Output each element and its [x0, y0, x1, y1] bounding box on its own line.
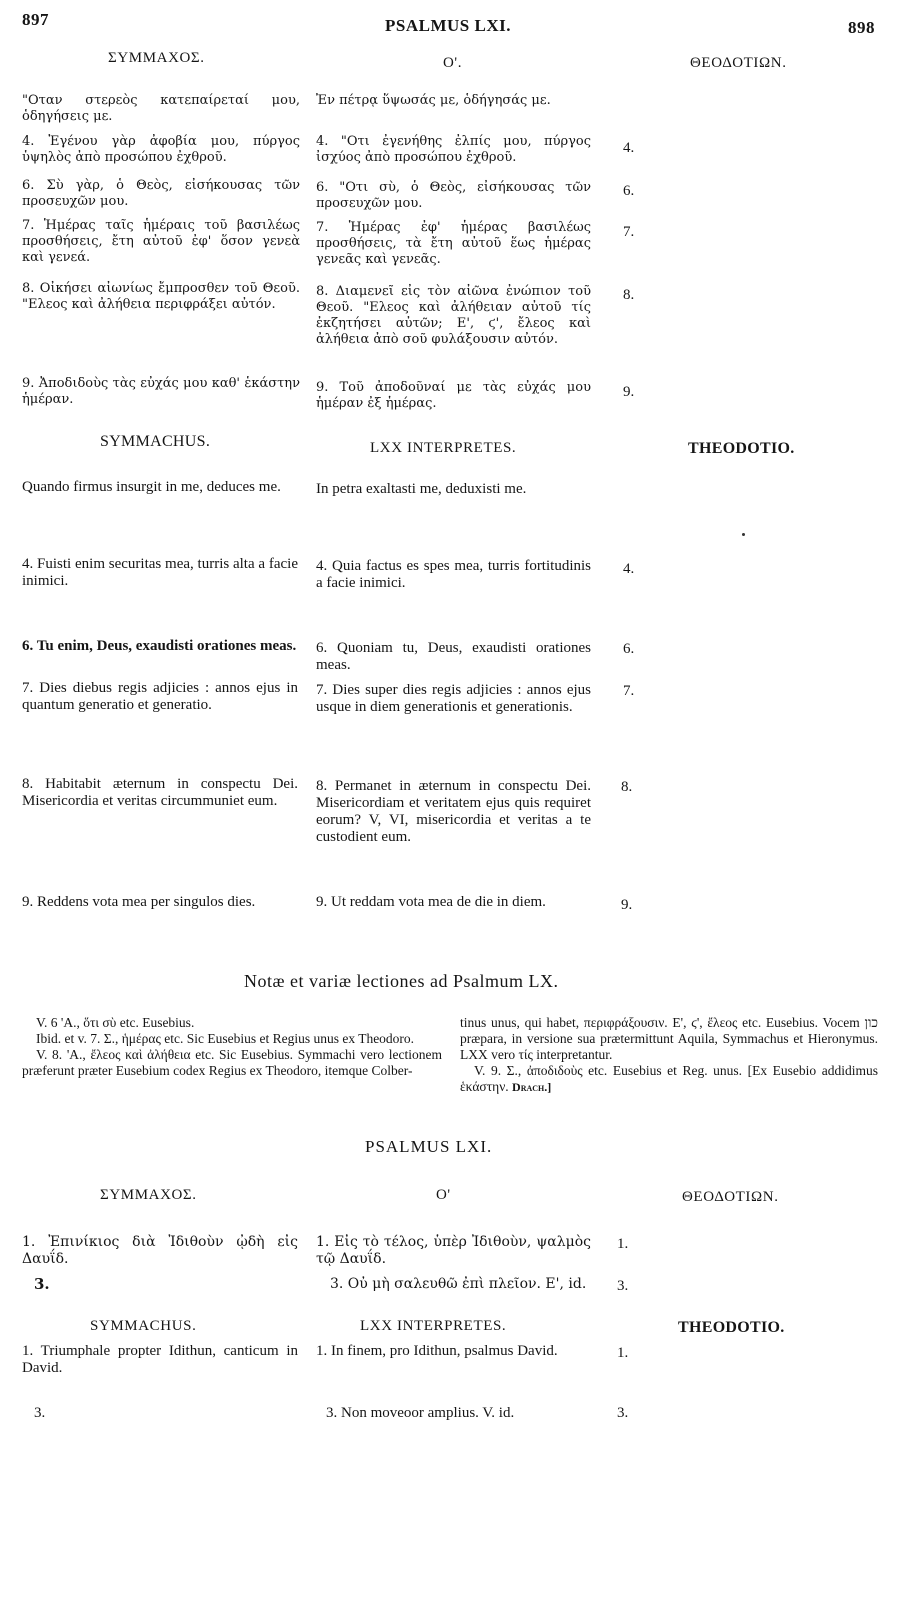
latin-septuagint-row: 4. Quia factus es spes mea, turris fortitudinis a facie inimici. — [316, 558, 591, 591]
latin-septuagint-row: 1. In finem, pro Idithun, psalmus David. — [316, 1343, 558, 1359]
note-paragraph: V. 6 'Α., ὅτι σὺ etc. Eusebius. — [36, 1015, 195, 1030]
latin-symmachus-row: Quando firmus insurgit in me, deduces me. — [22, 479, 281, 495]
verse-number: 9. — [621, 897, 633, 913]
col-head-theodotion-greek: ΘΕΟΔΟΤΙΩΝ. — [682, 1189, 779, 1205]
latin-septuagint-row: 6. Quoniam tu, Deus, exaudisti orationes meas. — [316, 640, 591, 673]
verse-number: 4. — [623, 140, 635, 156]
greek-symmachus-row: 1. Ἐπινίκιος διὰ Ἰδιθοὺν ᾠδὴ εἰς Δαυΐδ. — [22, 1234, 298, 1267]
col-head-theodotion-latin: THEODOTIO. — [678, 1319, 785, 1336]
greek-septuagint-row: 9. Τοῦ ἀποδοῦναί με τὰς εὐχάς μου ἡμέραν ἐξ ἡμέρας. — [316, 380, 591, 411]
latin-symmachus-row: 4. Fuisti enim securitas mea, turris alta a facie inimici. — [22, 556, 298, 589]
verse-number: 3. — [617, 1278, 629, 1294]
col-head-septuagint-latin: LXX INTERPRETES. — [370, 440, 517, 456]
greek-septuagint-row: Ἐν πέτρᾳ ὕψωσάς με, ὁδήγησάς με. — [316, 93, 551, 108]
greek-symmachus-row: 8. Οἰκήσει αἰωνίως ἔμπροσθεν τοῦ Θεοῦ. "Ελεος καὶ ἀλήθεια περιφράξει αὐτόν. — [22, 281, 300, 312]
latin-symmachus-row: 9. Reddens vota mea per singulos dies. — [22, 894, 256, 910]
verse-number: 7. — [623, 683, 635, 699]
latin-symmachus-row: 3. — [34, 1405, 46, 1421]
editor-signature: Drach.] — [512, 1080, 552, 1094]
note-paragraph: V. 8. 'Α., ἔλεος καὶ ἀλήθεια etc. Sic Eusebius. Symmachi vero lectionem præferunt præter Eusebium codex Regius ex Theodoro, itemque Colber- — [22, 1047, 442, 1078]
greek-symmachus-row: 7. Ἡμέρας ταῖς ἡμέραις τοῦ βασιλέως προσθήσεις, ἔτη αὐτοῦ ἐφ' ὅσον γενεὰ καὶ γενεά. — [22, 218, 300, 265]
latin-symmachus-row: 7. Dies diebus regis adjicies : annos ejus in quantum generatio et generatio. — [22, 680, 298, 713]
psalm-title: PSALMUS LXI. — [365, 1137, 493, 1156]
greek-symmachus-row: 4. Ἐγένου γὰρ ἀφοβία μου, πύργος ὑψηλὸς ἀπὸ προσώπου ἐχθροῦ. — [22, 134, 300, 165]
col-head-septuagint-greek: O' — [436, 1187, 451, 1203]
page-number-right: 898 — [848, 18, 875, 37]
col-head-septuagint-latin: LXX INTERPRETES. — [360, 1318, 507, 1334]
note-paragraph: V. 9. Σ., ἀποδιδοὺς etc. Eusebius et Reg. unus. [Ex Eusebio addidimus ἑκάστην. — [460, 1063, 878, 1094]
verse-number: 1. — [617, 1345, 629, 1361]
greek-septuagint-row: 3. Οὐ μὴ σαλευθῶ ἐπὶ πλεῖον. Ε', id. — [330, 1276, 587, 1292]
col-head-theodotion-latin: THEODOTIO. — [688, 440, 795, 457]
notes-right-column — [460, 1015, 878, 1095]
greek-symmachus-row: "Οταν στερεὸς κατεπαίρεταί μου, ὁδηγήσεις με. — [22, 93, 300, 124]
print-speck — [742, 533, 745, 536]
col-head-symmachus-greek: ΣΥΜΜΑΧΟΣ. — [100, 1187, 197, 1203]
verse-number: 9. — [623, 384, 635, 400]
latin-symmachus-row: 8. Habitabit æternum in conspectu Dei. Misericordia et veritas circummuniet eum. — [22, 776, 298, 809]
latin-septuagint-row: 3. Non moveoor amplius. V. id. — [326, 1405, 515, 1421]
col-head-symmachus-latin: SYMMACHUS. — [90, 1318, 197, 1334]
verse-number: 7. — [623, 224, 635, 240]
col-head-symmachus-latin: SYMMACHUS. — [100, 433, 211, 450]
verse-number: 6. — [623, 183, 635, 199]
latin-symmachus-row: 1. Triumphale propter Idithun, canticum in David. — [22, 1343, 298, 1376]
verse-number: 8. — [621, 779, 633, 795]
greek-symmachus-row: 3. — [34, 1275, 50, 1293]
notes-title: Notæ et variæ lectiones ad Psalmum LX. — [244, 971, 559, 991]
greek-septuagint-row: 1. Εἰς τὸ τέλος, ὑπὲρ Ἰδιθοὺν, ψαλμὸς τῷ Δαυΐδ. — [316, 1234, 591, 1267]
greek-septuagint-row: 8. Διαμενεῖ εἰς τὸν αἰῶνα ἐνώπιον τοῦ Θεοῦ. "Ελεος καὶ ἀλήθειαν αὐτοῦ τίς ἐκζητήσει αὐτῶν; Ε', ϛ', ἔλεος καὶ ἀλήθεια ἀπὸ σοῦ φυλάξουσιν αὐτόν. — [316, 284, 591, 347]
latin-septuagint-row: In petra exaltasti me, deduxisti me. — [316, 481, 527, 497]
greek-symmachus-row: 6. Σὺ γὰρ, ὁ Θεὸς, εἰσήκουσας τῶν προσευχῶν μου. — [22, 178, 300, 209]
greek-septuagint-row: 6. "Οτι σὺ, ὁ Θεὸς, εἰσήκουσας τῶν προσευχῶν μου. — [316, 180, 591, 211]
note-paragraph: Ibid. et v. 7. Σ., ἡμέρας etc. Sic Eusebius et Regius unus ex Theodoro. — [36, 1031, 415, 1046]
latin-symmachus-row: 6. Tu enim, Deus, exaudisti orationes meas. — [22, 638, 297, 654]
notes-left-column — [22, 1015, 442, 1079]
col-head-theodotion-greek: ΘΕΟΔΟΤΙΩΝ. — [690, 55, 787, 71]
greek-septuagint-row: 7. Ἡμέρας ἐφ' ἡμέρας βασιλέως προσθήσεις, τὰ ἔτη αὐτοῦ ἕως ἡμέρας γενεᾶς καὶ γενεᾶς. — [316, 220, 591, 267]
greek-symmachus-row: 9. Ἀποδιδοὺς τὰς εὐχάς μου καθ' ἑκάστην ἡμέραν. — [22, 376, 300, 407]
col-head-septuagint-greek: O'. — [443, 55, 463, 71]
page-number-left: 897 — [22, 10, 49, 29]
verse-number: 1. — [617, 1236, 629, 1252]
latin-septuagint-row: 7. Dies super dies regis adjicies : annos ejus usque in diem generationis et generationis. — [316, 682, 591, 715]
latin-septuagint-row: 8. Permanet in æternum in conspectu Dei. Misericordiam et veritatem ejus quis requiret eorum? V, VI, misericordia et veritas a te custodient eum. — [316, 778, 591, 845]
col-head-symmachus-greek: ΣΥΜΜΑΧΟΣ. — [108, 50, 205, 66]
running-title: PSALMUS LXI. — [385, 16, 511, 35]
greek-septuagint-row: 4. "Οτι ἐγενήθης ἐλπίς μου, πύργος ἰσχύος ἀπὸ προσώπου ἐχθροῦ. — [316, 134, 591, 165]
verse-number: 4. — [623, 561, 635, 577]
verse-number: 8. — [623, 287, 635, 303]
verse-number: 3. — [617, 1405, 629, 1421]
verse-number: 6. — [623, 641, 635, 657]
latin-septuagint-row: 9. Ut reddam vota mea de die in diem. — [316, 894, 546, 910]
note-paragraph: tinus unus, qui habet, περιφράξουσιν. Ε', ϛ', ἔλεος etc. Eusebius. Vocem כון præpara, in versione sua prætermittunt Aquila, Symmachus et Hieronymus. LXX vero τίς interpretantur. — [460, 1015, 878, 1062]
